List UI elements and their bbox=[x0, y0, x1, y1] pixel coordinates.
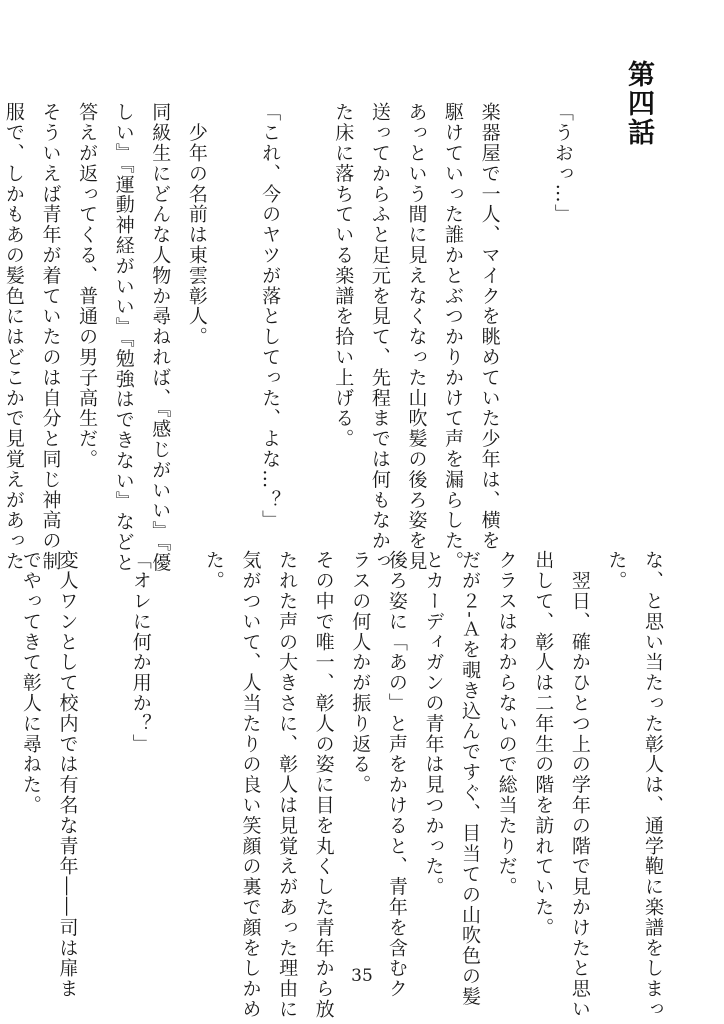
text-line bbox=[288, 102, 325, 502]
text-line bbox=[215, 102, 252, 502]
text-line bbox=[86, 550, 123, 960]
text-line: あっという間に見えなくなった山吹髪の後ろ姿を見 bbox=[405, 102, 428, 572]
text-line: たれた声の大きさに、彰人は見覚えがあった理由に bbox=[276, 550, 299, 1020]
text-line: でやってきて彰人に尋ねた。 bbox=[19, 550, 42, 816]
chapter-title: 第四話 bbox=[623, 60, 654, 147]
text-line: その中で唯一、彰人の姿に目を丸くした青年から放 bbox=[312, 550, 335, 1020]
text-line bbox=[617, 102, 654, 502]
text-line: 後ろ姿に「あの」と声をかけると、青年を含むク bbox=[385, 550, 408, 999]
text-line: な、と思い当たった彰人は、通学鞄に楽譜をしまっ bbox=[642, 550, 664, 1020]
upper-text-column bbox=[0, 102, 654, 573]
text-line: 「これ、今のヤツが落としてった、よな…？」 bbox=[259, 102, 282, 531]
text-line: 駆けていった誰かとぶつかりかけて声を漏らした。 bbox=[442, 102, 465, 572]
text-line: た床に落ちている楽譜を拾い上げる。 bbox=[332, 102, 355, 449]
text-line: しい』『運動神経がいい』『勉強はできない』などと bbox=[112, 102, 135, 573]
text-line bbox=[159, 550, 196, 960]
text-line: 「うおっ…」 bbox=[551, 102, 574, 225]
text-line: そういえば青年が着ていたのは自分と同じ神高の制 bbox=[39, 102, 62, 572]
text-line bbox=[508, 102, 545, 502]
text-line: 出して、彰人は二年生の階を訪れていた。 bbox=[532, 550, 555, 938]
text-line: 答えが返ってくる、普通の男子高生だ。 bbox=[76, 102, 99, 470]
text-line: 楽器屋で一人、マイクを眺めていた少年は、横を bbox=[478, 102, 501, 551]
text-line: とカーディガンの青年は見つかった。 bbox=[422, 550, 445, 897]
text-line: だが２‐Ａを覗き込んですぐ、目当ての山吹色の髪 bbox=[459, 550, 482, 1007]
text-line: 変人ワンとして校内では有名な青年――司は扉ま bbox=[56, 550, 79, 999]
text-line: 同級生にどんな人物か尋ねれば、『感じがいい』『優 bbox=[149, 102, 172, 573]
text-line: た。 bbox=[605, 550, 628, 591]
text-line: 少年の名前は東雲彰人。 bbox=[185, 102, 208, 347]
text-line: た。 bbox=[202, 550, 225, 591]
page-number: 35 bbox=[351, 966, 373, 986]
text-line: ラスの何人かが振り返る。 bbox=[349, 550, 372, 795]
text-line: 気がついて、人当たりの良い笑顔の裏で顔をしかめ bbox=[239, 550, 262, 1020]
text-line: 翌日、確かひとつ上の学年の階で見かけたと思い bbox=[568, 550, 591, 1020]
text-line: 服で、しかもあの髪色にはどこかで見覚えがあった bbox=[2, 102, 25, 572]
text-line: クラスはわからないので総当たりだ。 bbox=[495, 550, 518, 897]
text-line: 「オレに何か用か？」 bbox=[129, 550, 152, 754]
text-line bbox=[581, 102, 618, 502]
text-line: 送ってからふと足元を見て、先程までは何もなかっ bbox=[368, 102, 391, 572]
